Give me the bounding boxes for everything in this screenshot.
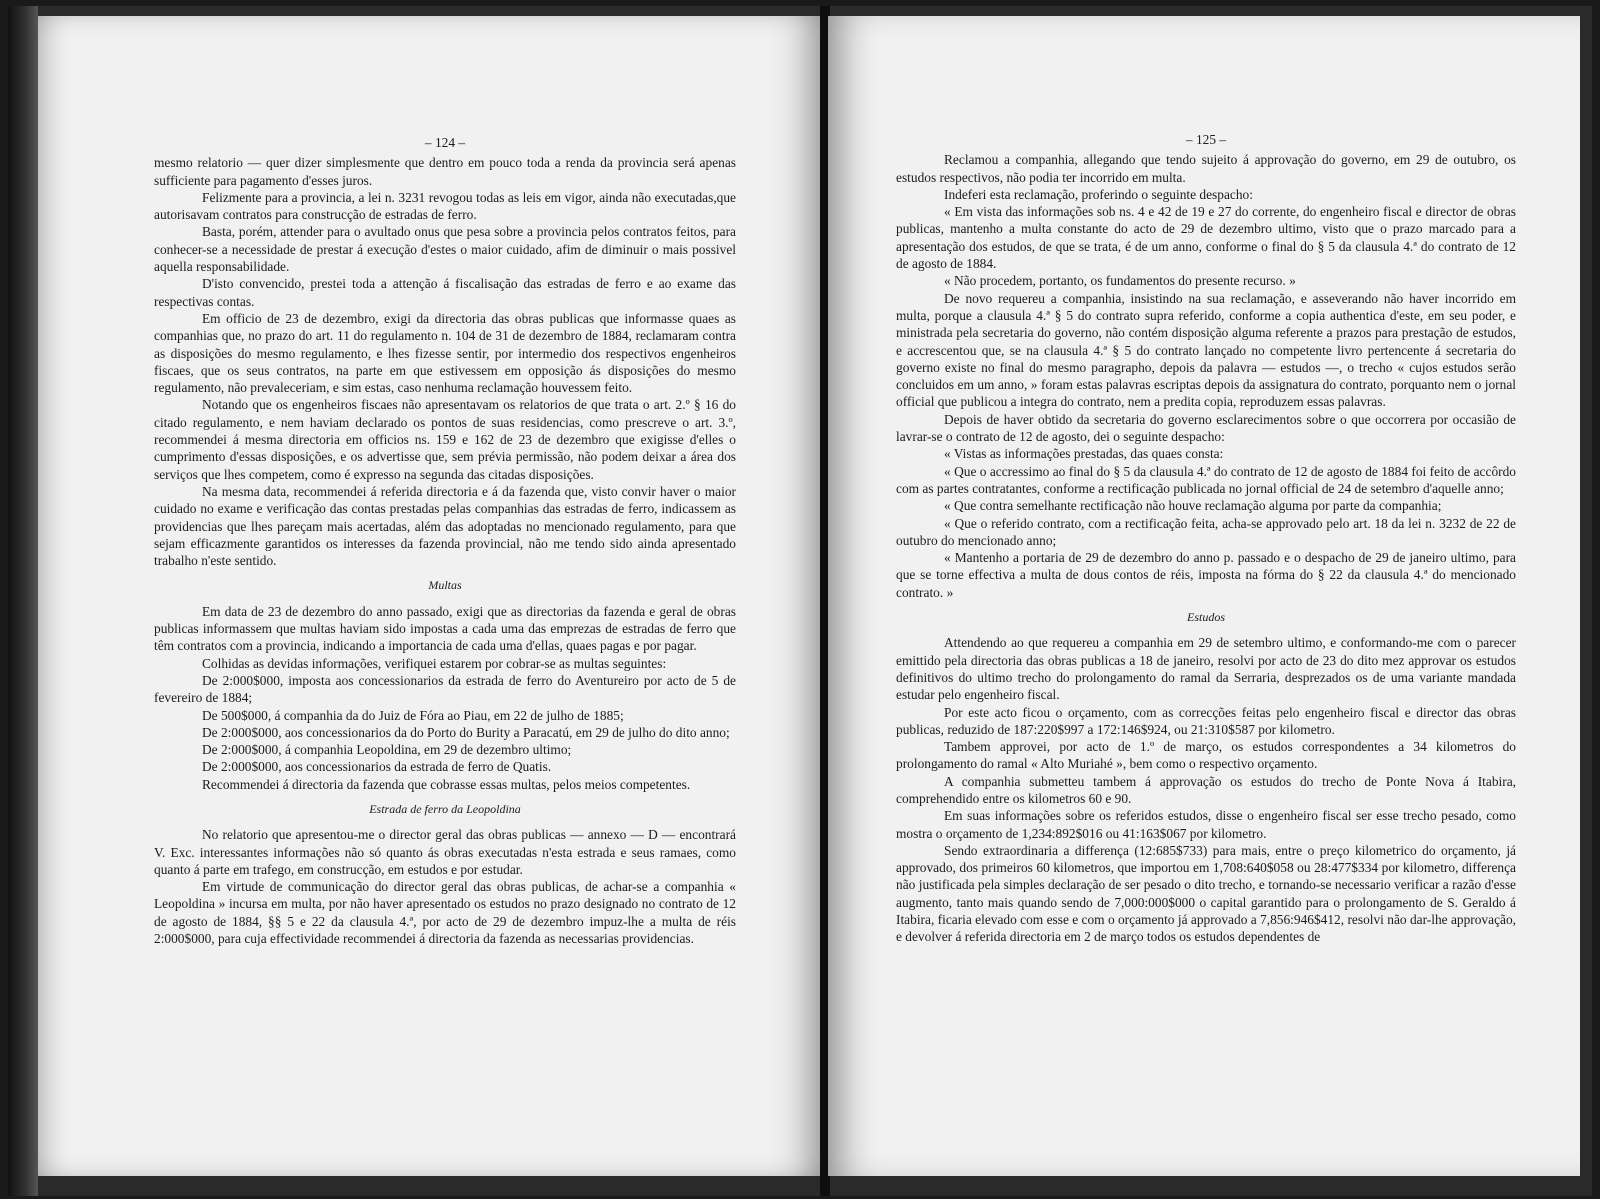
book-edge	[8, 6, 38, 1196]
paragraph: Reclamou a companhia, allegando que tendo sujeito á approvação do governo, em 29 de outubro, os estudos respectivos, não podia ter incorrido em multa.	[896, 152, 1516, 185]
page-number: – 125 –	[1185, 132, 1227, 147]
paragraph: Sendo extraordinaria a differença (12:685$733) para mais, entre o preço kilometrico do orçamento, já approvado, dos primeiros 60 kilometros, que importou em 1,708:640$058 ou 28:477$334 por kilometro, differença não justificada pela simples declaração de ser pesado o dito trecho, e tornando-se necessario verificar a razão d'esse augmento, tanto mais quando sendo de 7,000:000$000 o capital garantido para o prolongamento de S. Geraldo á Itabira, ficaria elevado com esse e com o orçamento já approvado a 7,856:946$412, resolvi não dar-lhe approvação, e devolver á referida directoria em 2 de março todos os estudos dependentes de	[896, 842, 1516, 945]
paragraph: Tambem approvei, por acto de 1.º de março, os estudos correspondentes a 34 kilometros do prolongamento do ramal « Alto Muriahé », bem como o respectivo orçamento.	[896, 739, 1516, 772]
paragraph: De novo requereu a companhia, insistindo na sua reclamação, e asseverando não haver incorrido em multa, porque a clausula 4.ª § 5 do contrato supra referido, conforme a copia authentica d'este, em seu poder, e ministrada pela secretaria do governo, não contém disposição alguma referente a prazos para prestação de estudos, e accrescentou que, se na clausula 4.ª § 5 do contrato lançado no competente livro pertencente á secretaria do governo existe no final do mesmo paragrapho, depois da palavra — estudos —, o trecho « cujos estudos serão concluidos em um anno, » foram estas palavras escriptas depois da assignatura do contrato, porquanto nem o jornal official que publicou a integra do contrato, nem a predita copia, reproduzem essas palavras.	[896, 290, 1516, 410]
list-item: De 2:000$000, aos concessionarios da estrada de ferro de Quatis.	[202, 759, 552, 775]
paragraph: Em suas informações sobre os referidos estudos, disse o engenheiro fiscal ser esse trecho pesado, como mostra o orçamento de 1,234:892$016 ou 41:163$067 por kilometro.	[896, 808, 1516, 841]
paragraph: mesmo relatorio — quer dizer simplesmente que dentro em pouco toda a renda da provincia será apenas sufficiente para pagamento d'esses juros.	[154, 155, 736, 188]
paragraph: Na mesma data, recommendei á referida directoria e á da fazenda que, visto convir haver o maior cuidado no exame e verificação das contas prestadas pelas companhias das estradas de ferro, indicassem as providencias que lhes pareçam mais acertadas, além das adoptadas no mencionado regulamento, para que sejam efficazmente garantidos os interesses da fazenda provincial, não me tendo sido ainda apresentado trabalho n'este sentido.	[154, 483, 736, 569]
paragraph: Em virtude de communicação do director geral das obras publicas, de achar-se a companhia « Leopoldina » incursa em multa, por não haver apresentado os estudos no prazo designado no contrato de 12 de agosto de 1884, §§ 5 e 22 da clausula 4.ª, por acto de 29 de dezembro impuz-lhe a multa de réis 2:000$000, para cuja effectividade recommendei á directoria da fazenda as necessarias providencias.	[154, 879, 736, 947]
list-item: De 2:000$000, á companhia Leopoldina, em 29 de dezembro ultimo;	[202, 742, 572, 758]
paragraph: Em data de 23 de dezembro do anno passado, exigi que as directorias da fazenda e geral de obras publicas informassem que multas haviam sido impostas a cada uma das emprezas de estradas de ferro que têm contratos com a provincia, indicando a importancia de cada uma d'ellas, quaes pagas e por pagar.	[154, 603, 736, 654]
paragraph: Attendendo ao que requereu a companhia em 29 de setembro ultimo, e conformando-me com o parecer emittido pela directoria das obras publicas a 18 de janeiro, resolvi por acto de 23 do dito mez approvar os estudos definitivos do ultimo trecho do prolongamento do ramal da Serraria, desprezados os de uma variante mandada estudar pelo engenheiro fiscal.	[896, 635, 1516, 703]
paragraph: Felizmente para a provincia, a lei n. 3231 revogou todas as leis em vigor, ainda não executadas,que autorisavam contratos para construcção de estradas de ferro.	[154, 189, 736, 223]
paragraph: Depois de haver obtido da secretaria do governo esclarecimentos sobre o que occorrera por occasião de lavrar-se o contrato de 12 de agosto, dei o seguinte despacho:	[896, 411, 1516, 445]
paragraph: « Mantenho a portaria de 29 de dezembro do anno p. passado e o despacho de 29 de janeiro ultimo, para que se torne effectiva a multa de dous contos de réis, imposta na fórma do § 22 da clausula 4.ª do mencionado contrato. »	[896, 550, 1516, 600]
paragraph: Recommendei á directoria da fazenda que cobrasse essas multas, pelos meios competentes.	[202, 776, 691, 792]
paragraph: Em officio de 23 de dezembro, exigi da directoria das obras publicas que informasse quaes as companhias que, no prazo do art. 11 do regulamento n. 104 de 31 de dezembro de 1884, reclamaram contra as disposições do mesmo regulamento, e lhes fizesse sentir, por intermedio dos respectivos engenheiros fiscaes, que os seus contratos, na parte em que estivessem em opposição ás disposições do mesmo regulamento, não prevaleceriam, e sim estas, caso nenhuma reclamação houvessem feito.	[154, 310, 736, 396]
paragraph: « Que o accressimo ao final do § 5 da clausula 4.ª do contrato de 12 de agosto de 1884 foi feito de accôrdo com as partes contratantes, conforme a rectificação publicada no jornal official de 24 de setembro d'aquelle anno;	[896, 463, 1516, 496]
book-scan	[8, 6, 1592, 1196]
paragraph: « Não procedem, portanto, os fundamentos do presente recurso. »	[944, 273, 1296, 289]
section-heading: Estudos	[1186, 610, 1225, 625]
left-page-text	[154, 134, 736, 947]
paragraph: Basta, porém, attender para o avultado onus que pesa sobre a provincia pelos contratos feitos, para conhecer-se a necessidade de prestar á execução d'estes o maior cuidado, afim de diminuir o mais possivel aquella responsabilidade.	[154, 224, 736, 275]
paragraph: « Vistas as informações prestadas, das quaes consta:	[944, 446, 1224, 462]
paragraph: Notando que os engenheiros fiscaes não apresentavam os relatorios de que trata o art. 2.º § 16 do citado regulamento, e nem haviam declarado os pontos de suas residencias, como prescreve o art. 3.º, recommendei á mesma directoria em officios ns. 159 e 162 de 23 de dezembro que exigisse d'elles o cumprimento d'essas disposições, e os advertisse que, sem prévia permissão, não podem deixar a área dos serviços que lhes competem, como é expresso na segunda das citadas disposições.	[154, 397, 736, 482]
list-item: De 2:000$000, imposta aos concessionarios da estrada de ferro do Aventureiro por acto de 5 de fevereiro de 1884;	[154, 672, 736, 706]
paragraph: A companhia submetteu tambem á approvação os estudos do trecho de Ponte Nova á Itabira, comprehendido entre os kilometros 60 e 90.	[896, 773, 1516, 806]
right-page	[828, 16, 1580, 1176]
paragraph: Indeferi esta reclamação, proferindo o seguinte despacho:	[944, 186, 1253, 202]
paragraph: No relatorio que apresentou-me o director geral das obras publicas — annexo — D — encontrará V. Exc. interessantes informações não só quanto ás obras executadas n'esta estrada e seus ramaes, como quanto á parte em trafego, em construcção, em estudos e por estudar.	[154, 827, 736, 877]
paragraph: « Que o referido contrato, com a rectificação feita, acha-se approvado pelo art. 18 da lei n. 3232 de 22 de outubro do mencionado anno;	[896, 515, 1516, 548]
section-heading: Multas	[428, 578, 462, 593]
page-number: – 124 –	[424, 135, 466, 150]
list-item: De 500$000, á companhia da do Juiz de Fóra ao Piau, em 22 de julho de 1885;	[202, 707, 624, 723]
paragraph: Colhidas as devidas informações, verifiquei estarem por cobrar-se as multas seguintes:	[202, 655, 667, 671]
left-page	[38, 16, 823, 1176]
paragraph: D'isto convencido, prestei toda a attenção á fiscalisação das estradas de ferro e ao exame das respectivas contas.	[154, 276, 736, 309]
paragraph: « Em vista das informações sob ns. 4 e 42 de 19 e 27 do corrente, do engenheiro fiscal e director de obras publicas, mantenho a multa constante do acto de 29 de dezembro ultimo, visto que o prazo marcado para a apresentação dos estudos, de que se trata, é de um anno, conforme o final do § 5 da clausula 4.ª do contrato de 12 de agosto de 1884.	[896, 204, 1516, 272]
right-page-text	[896, 131, 1516, 946]
paragraph: Por este acto ficou o orçamento, com as correcções feitas pelo engenheiro fiscal e director das obras publicas, reduzido de 187:220$997 a 172:146$924, ou 21:310$587 por kilometro.	[896, 704, 1516, 737]
paragraph: « Que contra semelhante rectificação não houve reclamação alguma por parte da companhia;	[944, 498, 1442, 514]
list-item: De 2:000$000, aos concessionarios da do Porto do Burity a Paracatú, em 29 de julho do dito anno;	[202, 724, 730, 740]
section-heading: Estrada de ferro da Leopoldina	[369, 801, 521, 816]
